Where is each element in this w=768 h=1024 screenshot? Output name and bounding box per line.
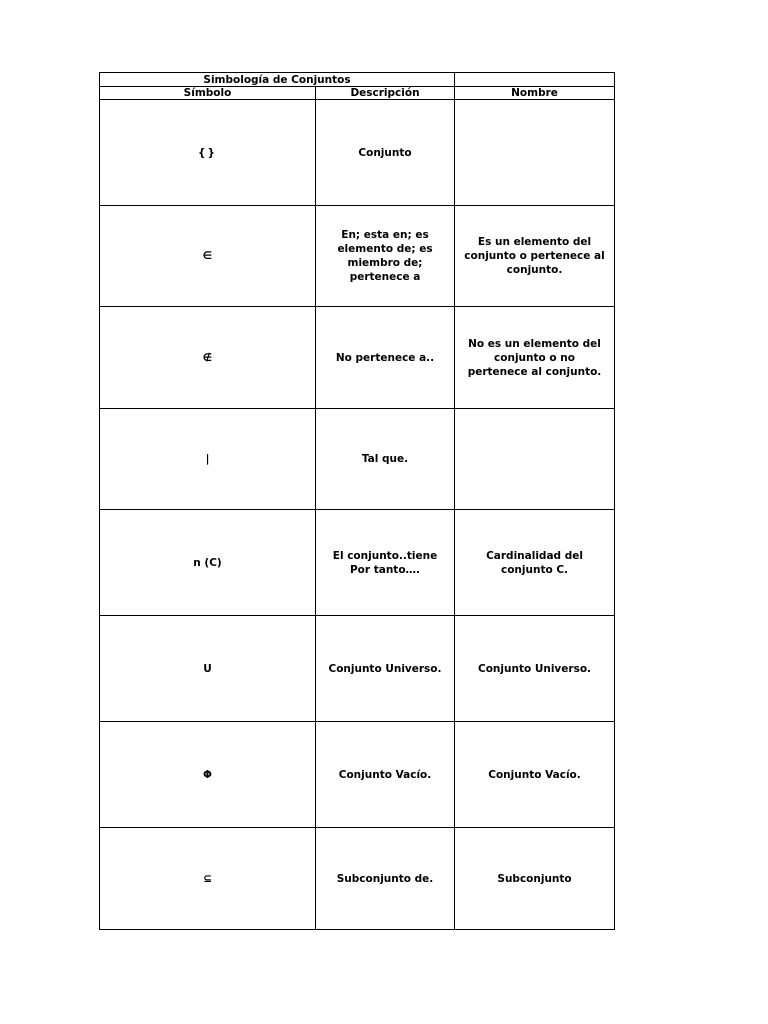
description-cell <box>316 722 455 828</box>
table-row <box>100 616 615 722</box>
table-header-row <box>100 87 615 100</box>
name-cell <box>455 616 615 722</box>
header-description: Descripción <box>316 87 455 100</box>
description-text: El conjunto..tiene Por tanto…. <box>332 549 438 576</box>
description-text: No pertenece a.. <box>335 351 435 364</box>
symbol-subset: ⊆ <box>100 828 316 930</box>
name-cell <box>455 307 615 409</box>
description-cell <box>316 510 455 616</box>
symbol-such-that: | <box>100 409 316 510</box>
table-row <box>100 510 615 616</box>
name-text: Es un elemento del conjunto o pertenece al conjunto. <box>464 236 605 276</box>
description-text: Conjunto Universo. <box>328 662 442 675</box>
description-text: Tal que. <box>361 453 409 465</box>
name-text: Conjunto Universo. <box>478 662 592 675</box>
symbol-not-element-of: ∉ <box>100 307 316 409</box>
name-cell <box>455 206 615 307</box>
description-text: Conjunto <box>358 146 412 159</box>
description-cell <box>316 100 455 206</box>
description-text: Subconjunto de. <box>336 872 434 885</box>
name-cell <box>455 409 615 510</box>
table-row <box>100 722 615 828</box>
name-text: Cardinalidad del conjunto C. <box>486 549 583 576</box>
description-cell <box>316 307 455 409</box>
name-cell <box>455 100 615 206</box>
symbology-table <box>99 72 615 930</box>
symbol-universe: U <box>100 616 316 722</box>
description-text: Conjunto Vacío. <box>338 768 432 781</box>
description-text: En; esta en; es elemento de; es miembro de; pertenece a <box>337 229 433 283</box>
header-name: Nombre <box>455 87 615 100</box>
table-row <box>100 100 615 206</box>
description-cell <box>316 616 455 722</box>
symbol-element-of: ∈ <box>100 206 316 307</box>
name-cell <box>455 828 615 930</box>
symbol-cardinality: n (C) <box>100 510 316 616</box>
name-text: Conjunto Vacío. <box>488 768 581 781</box>
table-row <box>100 307 615 409</box>
symbol-braces: {} <box>100 100 316 206</box>
description-cell <box>316 828 455 930</box>
table-row <box>100 206 615 307</box>
symbol-empty-set: Φ <box>100 722 316 828</box>
table-row <box>100 409 615 510</box>
name-text: Subconjunto <box>497 872 572 885</box>
name-cell <box>455 510 615 616</box>
name-text: No es un elemento del conjunto o no pertenece al conjunto. <box>467 337 602 378</box>
table-title: Simbología de Conjuntos <box>100 73 455 87</box>
table-row <box>100 828 615 930</box>
header-symbol: Símbolo <box>100 87 316 100</box>
table-title-row <box>100 73 615 87</box>
title-empty-cell <box>455 73 615 87</box>
description-cell <box>316 206 455 307</box>
description-cell <box>316 409 455 510</box>
name-cell <box>455 722 615 828</box>
